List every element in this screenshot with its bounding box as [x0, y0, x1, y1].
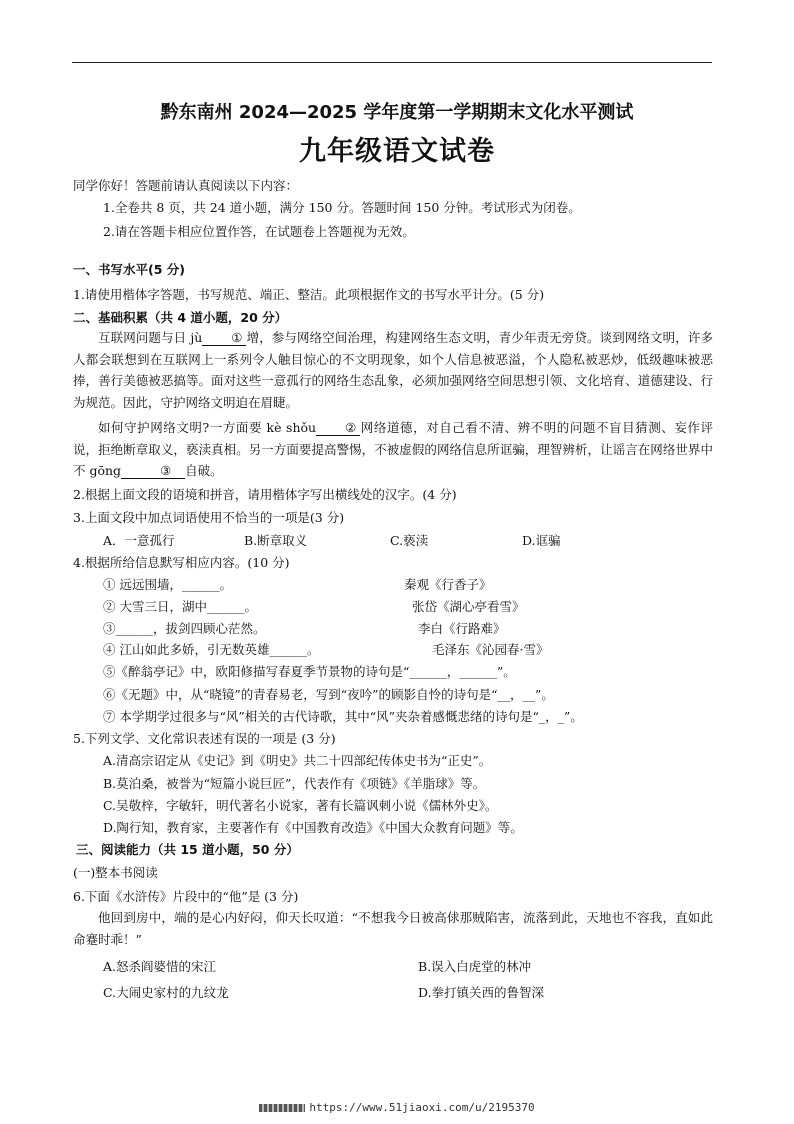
q4-item-4-source: 毛泽东《沁园春·雪》	[432, 642, 549, 657]
notice-item-2: 2.请在答题卡相应位置作答，在试题卷上答题视为无效。	[103, 224, 415, 239]
footer-url[interactable]: https://www.51jiaoxi.com/u/2195370	[309, 1101, 535, 1114]
question-6: 6.下面《水浒传》片段中的“他”是 (3 分)	[73, 889, 299, 904]
blank-1: ①	[202, 331, 246, 346]
q4-item-3: ③______，拔剑四顾心茫然。	[103, 621, 266, 636]
passage-paragraph-1: 互联网问题与日 jù ① 增，参与网络空间治理，构建网络生态文明，青少年责无旁贷。谈到网络文明，许多人都会联想到在互联网上一系列令人触目惊心的不文明现象，如个人信息被恶溢，个人隐私被恶炒，低级趣味被恶捧，善行美德被恶搞等。面对这些一意孤行的网络生态乱象，必须加强网络空间思想引领、文化培育、道德建设、行为规范。因此，守护网络文明迫在眉睫。	[73, 330, 713, 410]
q4-item-4: ④ 江山如此多娇，引无数英雄______。	[103, 642, 320, 657]
exam-title: 黔东南州 2024—2025 学年度第一学期期末文化水平测试	[160, 102, 634, 123]
q5-option-a: A.清高宗诏定从《史记》到《明史》共二十四部纪传体史书为“正史”。	[103, 753, 492, 768]
q4-item-1: ① 远远围墙，______。	[103, 577, 232, 592]
notice-intro: 同学你好！答题前请认真阅读以下内容：	[73, 178, 299, 193]
section-3-heading: 三、阅读能力（共 15 道小题，50 分）	[76, 842, 299, 857]
question-2: 2.根据上面文段的语境和拼音，请用楷体字写出横线处的汉字。(4 分)	[73, 487, 457, 502]
q5-option-c: C.吴敬梓，字敏轩，明代著名小说家，著有长篇讽刺小说《儒林外史》。	[103, 798, 498, 813]
subsection-1: (一)整本书阅读	[73, 865, 158, 880]
footer-watermark	[0, 1101, 794, 1114]
question-3: 3.上面文段中加点词语使用不恰当的一项是(3 分)	[73, 510, 345, 525]
q3-option-c: C.亵渎	[390, 533, 429, 548]
question-5: 5.下列文学、文化常识表述有误的一项是 (3 分)	[73, 731, 336, 746]
blank-3: ③	[121, 464, 185, 479]
passage-paragraph-2: 如何守护网络文明?一方面要 kè shǒu ② 网络道德，对自己看不清、辨不明的问题不盲目猜测、妄作评说，拒绝断章取义，亵渎真相。另一方面要提高警惕，不被虚假的网络信息所诓骗，理智辨析，让谣言在网络世界中不 gōng ③ 自破。	[73, 420, 713, 478]
top-rule	[72, 62, 712, 63]
q3-option-b: B.断章取义	[244, 533, 308, 548]
question-1: 1.请使用楷体字答题，书写规范、端正、整洁。此项根据作文的书写水平计分。(5 分)	[73, 287, 545, 302]
q4-item-2-source: 张岱《湖心亭看雪》	[412, 599, 525, 614]
section-1-heading: 一、书写水平(5 分)	[73, 262, 185, 277]
q5-option-d: D.陶行知，教育家，主要著作有《中国教育改造》《中国大众教育问题》等。	[103, 820, 523, 835]
q6-option-c: C.大闹史家村的九纹龙	[103, 985, 229, 1000]
paper-title: 九年级语文试卷	[299, 136, 495, 167]
q4-item-1-source: 秦观《行香子》	[404, 577, 492, 592]
q4-item-5: ⑤《醉翁亭记》中，欧阳修描写春夏季节景物的诗句是“______，______”。	[103, 664, 516, 679]
notice-item-1: 1.全卷共 8 页，共 24 道小题，满分 150 分。答题时间 150 分钟。考试形式为闭卷。	[103, 200, 581, 215]
q6-quote: 他回到房中，端的是心内好闷，仰天长叹道：“不想我今日被高俅那贼陷害，流落到此，天地也不容我，直如此命蹇时乖！”	[73, 910, 713, 947]
question-4: 4.根据所给信息默写相应内容。(10 分)	[73, 555, 290, 570]
watermark-logo-icon	[259, 1104, 305, 1112]
q4-item-7: ⑦ 本学期学过很多与“风”相关的古代诗歌，其中“风”夹杂着感慨悲绪的诗句是“_，_”。	[103, 709, 583, 724]
q6-option-a: A.怒杀阎婆惜的宋江	[103, 959, 217, 974]
q4-item-6: ⑥《无题》中，从“晓镜”的青春易老，写到“夜吟”的顾影自怜的诗句是“__，__”。	[103, 687, 554, 702]
blank-2: ②	[316, 421, 360, 436]
q6-option-d: D.拳打镇关西的鲁智深	[418, 985, 545, 1000]
section-2-heading: 二、基础积累（共 4 道小题，20 分）	[73, 310, 288, 325]
q6-option-b: B.误入白虎堂的林冲	[418, 959, 532, 974]
q3-option-a: A．一意孤行	[103, 533, 175, 548]
q5-option-b: B.莫泊桑，被誉为“短篇小说巨匠”，代表作有《项链》《羊脂球》等。	[103, 776, 486, 791]
q4-item-3-source: 李白《行路难》	[418, 621, 506, 636]
q4-item-2: ② 大雪三日，湖中______。	[103, 599, 257, 614]
q3-option-d: D.诓骗	[522, 533, 561, 548]
